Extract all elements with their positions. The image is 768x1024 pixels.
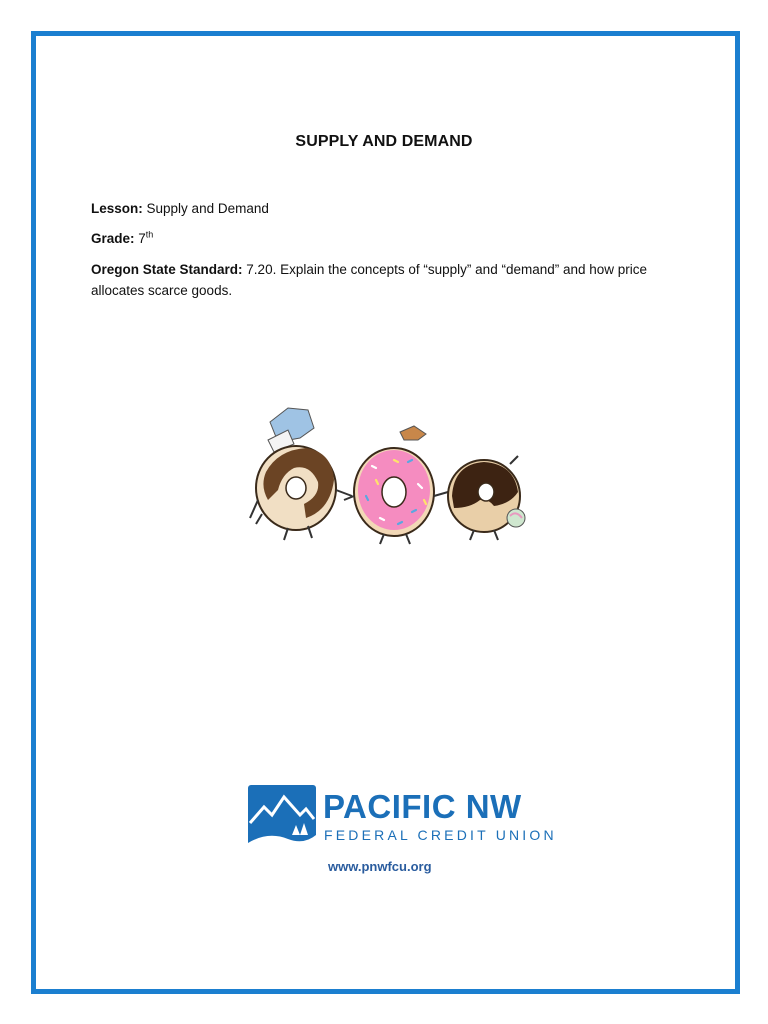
- grade-suffix: th: [145, 229, 154, 240]
- lesson-label: Lesson:: [91, 201, 143, 216]
- grade-field: [91, 228, 681, 249]
- donut-vanilla: [250, 408, 352, 540]
- donut-chocolate: [448, 456, 525, 540]
- standard-label: Oregon State Standard:: [91, 262, 243, 277]
- mountain-logo-icon: [248, 785, 316, 855]
- logo-url: www.pnwfcu.org: [328, 859, 432, 874]
- logo-name: PACIFIC NW: [323, 788, 522, 825]
- page-title: SUPPLY AND DEMAND: [295, 133, 473, 150]
- lesson-field: [91, 198, 681, 219]
- standard-value: 7.20. Explain the concepts of “supply” and “demand” and how price allocates scarce goods.: [91, 262, 648, 298]
- lesson-value: Supply and Demand: [146, 201, 269, 216]
- grade-value: 7: [138, 231, 146, 246]
- donuts-illustration: [248, 400, 538, 550]
- donut-pink: [344, 426, 448, 544]
- standard-field: [91, 259, 681, 301]
- logo-subtitle: FEDERAL CREDIT UNION: [324, 827, 557, 843]
- grade-label: Grade:: [91, 231, 135, 246]
